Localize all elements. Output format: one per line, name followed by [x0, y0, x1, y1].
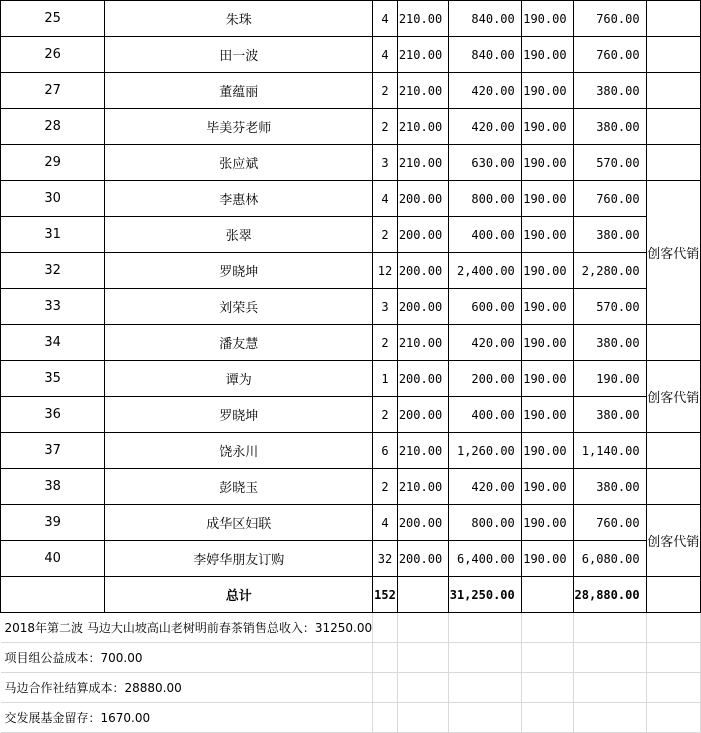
table-row: [1, 433, 701, 469]
summary-row: [1, 643, 701, 673]
table-row: [1, 505, 701, 541]
amount-cell[interactable]: 1,260.00: [449, 433, 522, 469]
table-row: [1, 361, 701, 397]
note-cell[interactable]: [646, 37, 700, 73]
empty-cell[interactable]: [449, 673, 522, 703]
note-cell[interactable]: [646, 1, 700, 37]
summary-text-cell[interactable]: 马边合作社结算成本：28880.00: [1, 673, 373, 703]
quantity-cell[interactable]: 3: [373, 145, 398, 181]
note-merged-cell[interactable]: 创客代销: [646, 505, 700, 577]
table-row: [1, 145, 701, 181]
amount-cell[interactable]: 6,400.00: [449, 541, 522, 577]
quantity-cell[interactable]: 2: [373, 73, 398, 109]
cost-cell[interactable]: 2,280.00: [573, 253, 646, 289]
empty-cell[interactable]: [573, 703, 646, 733]
quantity-cell[interactable]: 2: [373, 397, 398, 433]
customer-name-cell[interactable]: 刘荣兵: [105, 289, 373, 325]
customer-name-cell[interactable]: 罗晓坤: [105, 253, 373, 289]
table-row: [1, 469, 701, 505]
amount-cell[interactable]: 400.00: [449, 397, 522, 433]
total-blank-cell[interactable]: [397, 577, 448, 613]
unit-cost-cell[interactable]: 190.00: [521, 253, 573, 289]
customer-name-cell[interactable]: 董蕴丽: [105, 73, 373, 109]
summary-text-cell[interactable]: 交发展基金留存：1670.00: [1, 703, 373, 733]
unit-cost-cell[interactable]: 190.00: [521, 73, 573, 109]
quantity-cell[interactable]: 12: [373, 253, 398, 289]
summary-row: [1, 703, 701, 733]
quantity-cell[interactable]: 1: [373, 361, 398, 397]
row-number-cell[interactable]: 39: [1, 505, 105, 541]
empty-cell[interactable]: [646, 703, 700, 733]
cost-cell[interactable]: 380.00: [573, 397, 646, 433]
summary-row: [1, 673, 701, 703]
table-row: [1, 1, 701, 37]
quantity-cell[interactable]: 2: [373, 325, 398, 361]
empty-cell[interactable]: [373, 613, 398, 643]
cost-cell[interactable]: 760.00: [573, 37, 646, 73]
empty-cell[interactable]: [449, 703, 522, 733]
unit-cost-cell[interactable]: 190.00: [521, 181, 573, 217]
cost-cell[interactable]: 380.00: [573, 217, 646, 253]
row-number-cell[interactable]: 36: [1, 397, 105, 433]
empty-cell[interactable]: [397, 703, 448, 733]
table-row: [1, 289, 701, 325]
amount-cell[interactable]: 600.00: [449, 289, 522, 325]
table-row: [1, 109, 701, 145]
amount-cell[interactable]: 840.00: [449, 1, 522, 37]
row-number-cell[interactable]: 27: [1, 73, 105, 109]
cost-cell[interactable]: 1,140.00: [573, 433, 646, 469]
unit-price-cell[interactable]: 210.00: [397, 37, 448, 73]
quantity-cell[interactable]: 4: [373, 181, 398, 217]
amount-cell[interactable]: 420.00: [449, 73, 522, 109]
total-cost-cell[interactable]: 28,880.00: [573, 577, 646, 613]
table-row: [1, 397, 701, 433]
empty-cell[interactable]: [646, 673, 700, 703]
total-blank-cell[interactable]: [646, 577, 700, 613]
row-number-cell[interactable]: 25: [1, 1, 105, 37]
row-number-cell[interactable]: 30: [1, 181, 105, 217]
cost-cell[interactable]: 380.00: [573, 109, 646, 145]
amount-cell[interactable]: 420.00: [449, 109, 522, 145]
empty-cell[interactable]: [373, 703, 398, 733]
unit-price-cell[interactable]: 210.00: [397, 433, 448, 469]
cost-cell[interactable]: 380.00: [573, 469, 646, 505]
empty-cell[interactable]: [397, 673, 448, 703]
unit-cost-cell[interactable]: 190.00: [521, 541, 573, 577]
customer-name-cell[interactable]: 张应斌: [105, 145, 373, 181]
amount-cell[interactable]: 630.00: [449, 145, 522, 181]
unit-cost-cell[interactable]: 190.00: [521, 217, 573, 253]
note-cell[interactable]: [646, 145, 700, 181]
unit-cost-cell[interactable]: 190.00: [521, 1, 573, 37]
cost-cell[interactable]: 6,080.00: [573, 541, 646, 577]
table-row: [1, 37, 701, 73]
quantity-cell[interactable]: 3: [373, 289, 398, 325]
unit-price-cell[interactable]: 210.00: [397, 109, 448, 145]
unit-price-cell[interactable]: 200.00: [397, 541, 448, 577]
quantity-cell[interactable]: 32: [373, 541, 398, 577]
unit-price-cell[interactable]: 210.00: [397, 469, 448, 505]
unit-cost-cell[interactable]: 190.00: [521, 397, 573, 433]
row-number-cell[interactable]: 40: [1, 541, 105, 577]
quantity-cell[interactable]: 4: [373, 37, 398, 73]
table-row: [1, 541, 701, 577]
unit-cost-cell[interactable]: 190.00: [521, 145, 573, 181]
customer-name-cell[interactable]: 饶永川: [105, 433, 373, 469]
quantity-cell[interactable]: 4: [373, 505, 398, 541]
unit-cost-cell[interactable]: 190.00: [521, 361, 573, 397]
customer-name-cell[interactable]: 成华区妇联: [105, 505, 373, 541]
summary-text-cell[interactable]: 项目组公益成本：700.00: [1, 643, 373, 673]
unit-price-cell[interactable]: 210.00: [397, 145, 448, 181]
customer-name-cell[interactable]: 张翠: [105, 217, 373, 253]
quantity-cell[interactable]: 6: [373, 433, 398, 469]
empty-cell[interactable]: [573, 673, 646, 703]
row-number-cell[interactable]: 37: [1, 433, 105, 469]
quantity-cell[interactable]: 2: [373, 217, 398, 253]
empty-cell[interactable]: [449, 613, 522, 643]
note-cell[interactable]: [646, 73, 700, 109]
total-quantity-cell[interactable]: 152: [373, 577, 398, 613]
empty-cell[interactable]: [521, 673, 573, 703]
row-number-cell[interactable]: 26: [1, 37, 105, 73]
cost-cell[interactable]: 190.00: [573, 361, 646, 397]
empty-cell[interactable]: [646, 613, 700, 643]
note-cell[interactable]: [646, 325, 700, 361]
unit-price-cell[interactable]: 200.00: [397, 361, 448, 397]
total-amount-cell[interactable]: 31,250.00: [449, 577, 522, 613]
unit-price-cell[interactable]: 200.00: [397, 289, 448, 325]
row-number-cell[interactable]: 29: [1, 145, 105, 181]
amount-cell[interactable]: 2,400.00: [449, 253, 522, 289]
table-row: [1, 181, 701, 217]
empty-cell[interactable]: [521, 703, 573, 733]
customer-name-cell[interactable]: 谭为: [105, 361, 373, 397]
customer-name-cell[interactable]: 朱珠: [105, 1, 373, 37]
unit-price-cell[interactable]: 200.00: [397, 397, 448, 433]
empty-cell[interactable]: [373, 643, 398, 673]
unit-price-cell[interactable]: 210.00: [397, 325, 448, 361]
amount-cell[interactable]: 420.00: [449, 469, 522, 505]
row-number-cell[interactable]: 33: [1, 289, 105, 325]
amount-cell[interactable]: 800.00: [449, 181, 522, 217]
unit-price-cell[interactable]: 200.00: [397, 253, 448, 289]
note-merged-cell[interactable]: 创客代销: [646, 361, 700, 433]
note-cell[interactable]: [646, 433, 700, 469]
customer-name-cell[interactable]: 彭晓玉: [105, 469, 373, 505]
table-row: [1, 253, 701, 289]
table-row: [1, 73, 701, 109]
empty-cell[interactable]: [449, 643, 522, 673]
empty-cell[interactable]: [573, 613, 646, 643]
row-number-cell[interactable]: 31: [1, 217, 105, 253]
unit-price-cell[interactable]: 200.00: [397, 181, 448, 217]
cost-cell[interactable]: 570.00: [573, 289, 646, 325]
customer-name-cell[interactable]: 潘友慧: [105, 325, 373, 361]
cost-cell[interactable]: 570.00: [573, 145, 646, 181]
total-label-cell[interactable]: 总计: [105, 577, 373, 613]
total-blank-cell[interactable]: [521, 577, 573, 613]
customer-name-cell[interactable]: 罗晓坤: [105, 397, 373, 433]
unit-price-cell[interactable]: 210.00: [397, 1, 448, 37]
unit-price-cell[interactable]: 200.00: [397, 505, 448, 541]
unit-cost-cell[interactable]: 190.00: [521, 109, 573, 145]
amount-cell[interactable]: 420.00: [449, 325, 522, 361]
table-row: [1, 325, 701, 361]
empty-cell[interactable]: [397, 613, 448, 643]
note-merged-cell[interactable]: 创客代销: [646, 181, 700, 325]
summary-row: [1, 613, 701, 643]
quantity-cell[interactable]: 2: [373, 469, 398, 505]
empty-cell[interactable]: [646, 643, 700, 673]
quantity-cell[interactable]: 4: [373, 1, 398, 37]
cost-cell[interactable]: 380.00: [573, 325, 646, 361]
unit-cost-cell[interactable]: 190.00: [521, 37, 573, 73]
amount-cell[interactable]: 800.00: [449, 505, 522, 541]
empty-cell[interactable]: [373, 673, 398, 703]
row-number-cell[interactable]: 35: [1, 361, 105, 397]
unit-cost-cell[interactable]: 190.00: [521, 505, 573, 541]
empty-cell[interactable]: [521, 643, 573, 673]
cost-cell[interactable]: 380.00: [573, 73, 646, 109]
row-number-cell[interactable]: 28: [1, 109, 105, 145]
unit-cost-cell[interactable]: 190.00: [521, 325, 573, 361]
cost-cell[interactable]: 760.00: [573, 1, 646, 37]
customer-name-cell[interactable]: 毕美芬老师: [105, 109, 373, 145]
total-blank-cell[interactable]: [1, 577, 105, 613]
unit-cost-cell[interactable]: 190.00: [521, 289, 573, 325]
amount-cell[interactable]: 400.00: [449, 217, 522, 253]
row-number-cell[interactable]: 32: [1, 253, 105, 289]
empty-cell[interactable]: [521, 613, 573, 643]
unit-price-cell[interactable]: 210.00: [397, 73, 448, 109]
quantity-cell[interactable]: 2: [373, 109, 398, 145]
unit-cost-cell[interactable]: 190.00: [521, 469, 573, 505]
cost-cell[interactable]: 760.00: [573, 181, 646, 217]
row-number-cell[interactable]: 34: [1, 325, 105, 361]
amount-cell[interactable]: 840.00: [449, 37, 522, 73]
unit-price-cell[interactable]: 200.00: [397, 217, 448, 253]
note-cell[interactable]: [646, 109, 700, 145]
customer-name-cell[interactable]: 李惠林: [105, 181, 373, 217]
row-number-cell[interactable]: 38: [1, 469, 105, 505]
amount-cell[interactable]: 200.00: [449, 361, 522, 397]
customer-name-cell[interactable]: 田一波: [105, 37, 373, 73]
summary-text-cell[interactable]: 2018年第二波 马边大山坡高山老树明前春茶销售总收入：31250.00: [1, 613, 373, 643]
empty-cell[interactable]: [397, 643, 448, 673]
empty-cell[interactable]: [573, 643, 646, 673]
cost-cell[interactable]: 760.00: [573, 505, 646, 541]
unit-cost-cell[interactable]: 190.00: [521, 433, 573, 469]
table-row: [1, 217, 701, 253]
total-row: [1, 577, 701, 613]
note-cell[interactable]: [646, 469, 700, 505]
customer-name-cell[interactable]: 李婷华朋友订购: [105, 541, 373, 577]
